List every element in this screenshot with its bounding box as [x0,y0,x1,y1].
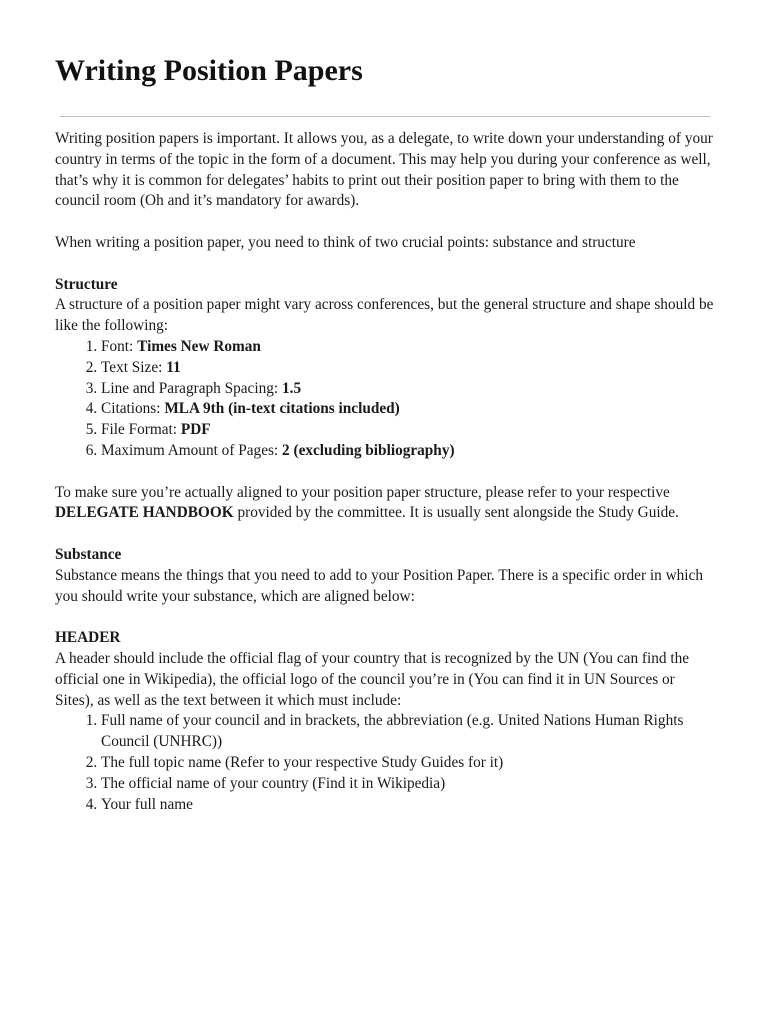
paragraph-gap [55,212,715,233]
header-item: 1. Full name of your council and in brackets, the abbreviation (e.g. United Nations Human Rights Council (UNHRC)) [101,711,715,753]
structure-item-label: Citations: [101,400,165,418]
header-paragraph: A header should include the official flag of your country that is recognized by the UN (You can find the official one in Wikipedia), the official logo of the council you’re in (You can find it in UN Sources or Sites), as well as the text between it which must include: [55,649,690,709]
paragraph-gap [55,254,715,275]
header-item: 3. The official name of your country (Find it in Wikipedia) [101,774,715,795]
structure-item-value: 1.5 [281,379,302,397]
structure-item [101,379,715,400]
paragraph-gap [55,462,715,483]
document-body [55,129,715,815]
title-divider [60,116,710,117]
document-page [55,0,715,815]
structure-item-value: MLA 9th (in-text citations included) [164,400,400,418]
structure-heading: Structure [55,275,118,293]
header-item: 4. Your full name [101,795,715,816]
handbook-paragraph [55,483,715,525]
structure-list [55,337,715,462]
structure-item-label: Text Size: [101,358,167,376]
structure-item [101,399,715,420]
structure-item-value: 2 (excluding bibliography) [282,441,455,459]
substance-paragraph: Substance means the things that you need to add to your Position Paper. There is a specific order in which you should write your substance, which are aligned below: [55,566,703,605]
structure-item-value: 11 [166,358,181,376]
structure-item-value: Times New Roman [137,337,261,355]
delegate-handbook-emphasis: DELEGATE HANDBOOK [55,504,234,522]
structure-item [101,358,715,379]
handbook-text-before: To make sure you’re actually aligned to your position paper structure, please refer to your respective [55,483,670,501]
structure-item-label: Maximum Amount of Pages: [101,441,283,459]
structure-intro: A structure of a position paper might vary across conferences, but the general structure and shape should be like the following: [55,296,714,335]
structure-item-label: File Format: [101,421,181,439]
header-heading: HEADER [55,629,121,647]
structure-item [101,441,715,462]
handbook-text-after: provided by the committee. It is usually sent alongside the Study Guide. [233,504,679,522]
paragraph-gap [55,607,715,628]
page-title: Writing Position Papers [55,54,363,87]
header-list [55,711,715,815]
paragraph-gap [55,524,715,545]
structure-item [101,337,715,358]
structure-item-label: Font: [101,337,138,355]
structure-item-value: PDF [180,421,211,439]
structure-item-label: Line and Paragraph Spacing: [101,379,282,397]
substance-heading: Substance [55,545,122,563]
header-item: 2. The full topic name (Refer to your respective Study Guides for it) [101,753,715,774]
intro-paragraph: Writing position papers is important. It allows you, as a delegate, to write down your understanding of your country in terms of the topic in the form of a document. This may help you during your conference as well, that’s why it is common for delegates’ habits to print out their position paper to bring with them to the council room (Oh and it’s mandatory for awards). [55,130,713,210]
structure-item [101,420,715,441]
crucial-points-paragraph: When writing a position paper, you need to think of two crucial points: substance and structure [55,233,636,251]
